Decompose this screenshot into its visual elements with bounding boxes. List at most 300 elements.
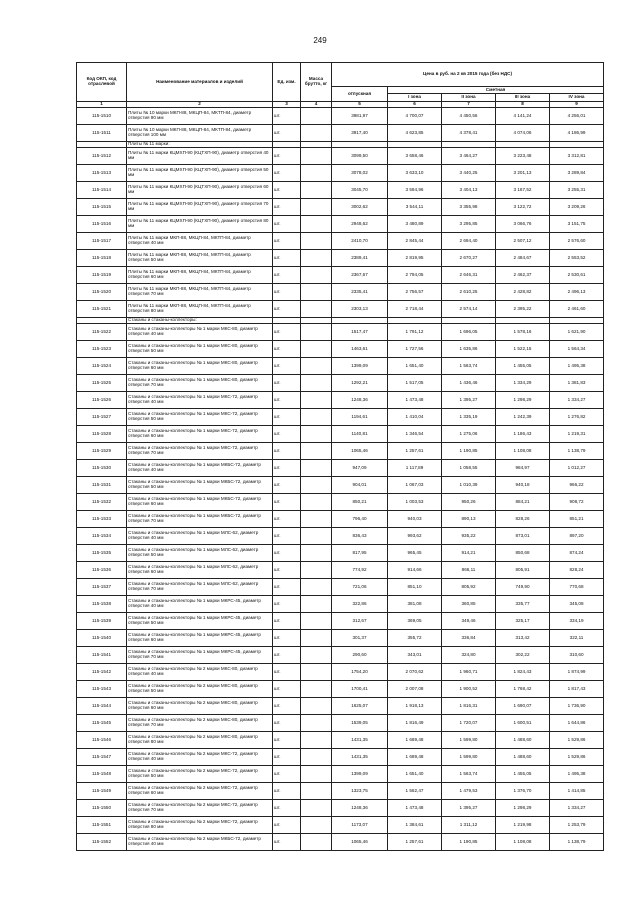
- item-code: 115-1551: [77, 817, 127, 834]
- zone-1-price: 1 257,61: [388, 834, 442, 851]
- item-code: 115-1547: [77, 749, 127, 766]
- release-price: 1700,41: [332, 681, 388, 698]
- item-mass: [301, 108, 332, 125]
- release-price: 836,43: [332, 528, 388, 545]
- release-price: 904,01: [332, 477, 388, 494]
- item-mass: [301, 800, 332, 817]
- item-name: Стаканы и стаканы-коллекторы № 1 марки МКРС-45, диаметр отверстия 60 мм: [127, 630, 273, 647]
- item-name: Стаканы и стаканы-коллекторы № 1 марки МКРС-45, диаметр отверстия 50 мм: [127, 613, 273, 630]
- zone-3-price: 1 488,60: [496, 732, 550, 749]
- table-row: [77, 766, 604, 783]
- item-unit: шт.: [273, 545, 301, 562]
- item-name: Плиты № 11 марки МКП-88, МКЦП-84, МКТП-84, диаметр отверстия 40 мм: [127, 233, 273, 250]
- item-name: Стаканы и стаканы-коллекторы № 2 марки МКС-80, диаметр отверстия 70 мм: [127, 715, 273, 732]
- zone-3-price: 2 395,22: [496, 301, 550, 318]
- item-code: 115-1525: [77, 375, 127, 392]
- header-unit: Ед. изм.: [273, 63, 301, 102]
- item-unit: шт.: [273, 494, 301, 511]
- item-unit: шт.: [273, 664, 301, 681]
- zone-1-price: 1 651,40: [388, 766, 442, 783]
- item-mass: [301, 817, 332, 834]
- zone-2-price: 2 694,40: [442, 233, 496, 250]
- table-row: [77, 613, 604, 630]
- item-code: 115-1534: [77, 528, 127, 545]
- zone-4-price: 966,22: [550, 477, 604, 494]
- column-number: 8: [496, 102, 550, 108]
- zone-4-price: 1 253,79: [550, 817, 604, 834]
- table-row: [77, 426, 604, 443]
- item-code: 115-1515: [77, 199, 127, 216]
- table-row: [77, 324, 604, 341]
- item-mass: [301, 199, 332, 216]
- release-price: 774,92: [332, 562, 388, 579]
- zone-4-price: 1 012,27: [550, 460, 604, 477]
- item-code: 115-1510: [77, 108, 127, 125]
- zone-1-price: 1 562,47: [388, 783, 442, 800]
- table-row: [77, 579, 604, 596]
- zone-4-price: 1 276,82: [550, 409, 604, 426]
- item-unit: шт.: [273, 732, 301, 749]
- zone-2-price: 2 610,25: [442, 284, 496, 301]
- zone-4-price: 897,20: [550, 528, 604, 545]
- item-unit: шт.: [273, 301, 301, 318]
- table-row: [77, 375, 604, 392]
- release-price: 1065,46: [332, 443, 388, 460]
- zone-2-price: 1 479,53: [442, 783, 496, 800]
- table-row: [77, 647, 604, 664]
- item-name: Стаканы и стаканы-коллекторы № 2 марки МКС-80, диаметр отверстия 40 мм: [127, 664, 273, 681]
- release-price: 2389,41: [332, 250, 388, 267]
- item-name: Стаканы и стаканы-коллекторы № 1 марки МКС-72, диаметр отверстия 40 мм: [127, 392, 273, 409]
- item-unit: шт.: [273, 392, 301, 409]
- zone-4-price: 1 138,79: [550, 443, 604, 460]
- zone-1-price: 914,66: [388, 562, 442, 579]
- zone-2-price: 1 563,74: [442, 358, 496, 375]
- item-code: 115-1514: [77, 182, 127, 199]
- zone-4-price: 828,24: [550, 562, 604, 579]
- zone-3-price: 3 066,76: [496, 216, 550, 233]
- zone-4-price: 334,19: [550, 613, 604, 630]
- release-price: 817,95: [332, 545, 388, 562]
- item-name: Стаканы и стаканы-коллекторы № 1 марки МЛС-62, диаметр отверстия 60 мм: [127, 562, 273, 579]
- column-number: 7: [442, 102, 496, 108]
- item-code: 115-1552: [77, 834, 127, 851]
- item-mass: [301, 426, 332, 443]
- zone-2-price: 4 378,41: [442, 125, 496, 142]
- zone-3-price: 3 201,13: [496, 165, 550, 182]
- zone-1-price: 4 623,85: [388, 125, 442, 142]
- zone-2-price: 360,85: [442, 596, 496, 613]
- release-price: 947,09: [332, 460, 388, 477]
- item-unit: шт.: [273, 562, 301, 579]
- column-number: 5: [332, 102, 388, 108]
- zone-1-price: 3 544,11: [388, 199, 442, 216]
- zone-3-price: 1 242,39: [496, 409, 550, 426]
- table-row: [77, 698, 604, 715]
- item-unit: шт.: [273, 528, 301, 545]
- zone-4-price: 2 553,52: [550, 250, 604, 267]
- zone-2-price: 1 696,05: [442, 324, 496, 341]
- column-number: 4: [301, 102, 332, 108]
- zone-2-price: 1 599,80: [442, 749, 496, 766]
- item-code: 115-1524: [77, 358, 127, 375]
- release-price: 3078,02: [332, 165, 388, 182]
- table-row: [77, 749, 604, 766]
- zone-4-price: 2 461,60: [550, 301, 604, 318]
- item-code: 115-1511: [77, 125, 127, 142]
- zone-3-price: 3 167,52: [496, 182, 550, 199]
- zone-4-price: 2 576,60: [550, 233, 604, 250]
- item-code: 115-1516: [77, 216, 127, 233]
- zone-4-price: 3 151,75: [550, 216, 604, 233]
- table-row: [77, 817, 604, 834]
- release-price: 1463,61: [332, 341, 388, 358]
- table-row: [77, 477, 604, 494]
- release-price: 2303,13: [332, 301, 388, 318]
- item-mass: [301, 681, 332, 698]
- zone-2-price: 935,22: [442, 528, 496, 545]
- zone-2-price: 1 058,55: [442, 460, 496, 477]
- zone-1-price: 3 594,96: [388, 182, 442, 199]
- table-header: [77, 63, 604, 108]
- zone-1-price: 1 517,05: [388, 375, 442, 392]
- zone-3-price: 1 334,29: [496, 375, 550, 392]
- zone-3-price: 884,21: [496, 494, 550, 511]
- zone-3-price: 1 578,16: [496, 324, 550, 341]
- zone-2-price: 950,26: [442, 494, 496, 511]
- zone-2-price: 1 900,52: [442, 681, 496, 698]
- item-mass: [301, 341, 332, 358]
- item-mass: [301, 596, 332, 613]
- item-code: 115-1512: [77, 148, 127, 165]
- zone-4-price: 1 529,86: [550, 749, 604, 766]
- header-zone-2: II зона: [442, 94, 496, 102]
- table-row: [77, 199, 604, 216]
- zone-4-price: 4 256,01: [550, 108, 604, 125]
- zone-2-price: 324,80: [442, 647, 496, 664]
- zone-2-price: 2 670,27: [442, 250, 496, 267]
- item-code: 115-1531: [77, 477, 127, 494]
- release-price: 1431,35: [332, 749, 388, 766]
- zone-2-price: 2 574,14: [442, 301, 496, 318]
- header-price-group: Цена в руб. на 2 кв 2015 года (без НДС): [332, 63, 604, 87]
- zone-4-price: 1 495,38: [550, 766, 604, 783]
- item-mass: [301, 766, 332, 783]
- item-mass: [301, 613, 332, 630]
- release-price: 2948,62: [332, 216, 388, 233]
- zone-3-price: 1 690,07: [496, 698, 550, 715]
- item-mass: [301, 409, 332, 426]
- item-name: Стаканы и стаканы-коллекторы № 2 марки МКС-72, диаметр отверстия 70 мм: [127, 800, 273, 817]
- release-price: 290,60: [332, 647, 388, 664]
- item-mass: [301, 664, 332, 681]
- item-unit: шт.: [273, 647, 301, 664]
- item-name: Плиты № 11 марки КЦМХП-90 (КЦТХП-90), диаметр отверстия 50 мм: [127, 165, 273, 182]
- item-name: Стаканы и стаканы-коллекторы № 2 марки МКС-72, диаметр отверстия 80 мм: [127, 817, 273, 834]
- item-name: Стаканы и стаканы-коллекторы № 1 марки МКБС-72, диаметр отверстия 70 мм: [127, 511, 273, 528]
- header-release-price: отпускная: [332, 87, 388, 102]
- zone-4-price: 1 736,90: [550, 698, 604, 715]
- table-row: [77, 108, 604, 125]
- item-code: 115-1537: [77, 579, 127, 596]
- zone-1-price: 2 794,05: [388, 267, 442, 284]
- item-name: Стаканы и стаканы-коллекторы № 1 марки МКБС-72, диаметр отверстия 60 мм: [127, 494, 273, 511]
- table-row: [77, 562, 604, 579]
- item-unit: шт.: [273, 579, 301, 596]
- zone-2-price: 1 190,85: [442, 834, 496, 851]
- column-number: 6: [388, 102, 442, 108]
- item-name: Стаканы и стаканы-коллекторы № 2 марки МКС-72, диаметр отверстия 40 мм: [127, 749, 273, 766]
- zone-4-price: 1 621,90: [550, 324, 604, 341]
- item-name: Плиты № 11 марки МКП-88, МКЦП-84, МКТП-84, диаметр отверстия 50 мм: [127, 250, 273, 267]
- item-unit: шт.: [273, 630, 301, 647]
- item-code: 115-1542: [77, 664, 127, 681]
- item-code: 115-1532: [77, 494, 127, 511]
- table-row: [77, 267, 604, 284]
- zone-1-price: 1 473,48: [388, 392, 442, 409]
- item-name: Стаканы и стаканы-коллекторы № 1 марки МКС-80, диаметр отверстия 50 мм: [127, 341, 273, 358]
- table-row: [77, 528, 604, 545]
- zone-3-price: 325,17: [496, 613, 550, 630]
- zone-4-price: 2 496,13: [550, 284, 604, 301]
- zone-4-price: 1 874,99: [550, 664, 604, 681]
- item-unit: шт.: [273, 375, 301, 392]
- item-mass: [301, 647, 332, 664]
- release-price: 312,67: [332, 613, 388, 630]
- zone-1-price: 381,08: [388, 596, 442, 613]
- header-mass: Масса брутто, кг: [301, 63, 332, 102]
- table-row: [77, 409, 604, 426]
- zone-1-price: 2 756,57: [388, 284, 442, 301]
- item-unit: шт.: [273, 324, 301, 341]
- zone-2-price: 1 436,46: [442, 375, 496, 392]
- zone-4-price: 3 312,81: [550, 148, 604, 165]
- table-row: [77, 125, 604, 142]
- item-unit: шт.: [273, 341, 301, 358]
- table-row: [77, 800, 604, 817]
- zone-3-price: 1 219,98: [496, 817, 550, 834]
- item-name: Стаканы и стаканы-коллекторы № 1 марки МЛС-62, диаметр отверстия 40 мм: [127, 528, 273, 545]
- zone-1-price: 1 473,48: [388, 800, 442, 817]
- group-heading: Плиты № 11 марки:: [127, 142, 273, 148]
- item-mass: [301, 834, 332, 851]
- release-price: 796,40: [332, 511, 388, 528]
- item-name: Стаканы и стаканы-коллекторы № 1 марки МКБС-72, диаметр отверстия 40 мм: [127, 460, 273, 477]
- table-row: [77, 545, 604, 562]
- zone-3-price: 1 108,08: [496, 443, 550, 460]
- item-mass: [301, 477, 332, 494]
- table-row: [77, 732, 604, 749]
- item-name: Стаканы и стаканы-коллекторы № 1 марки МЛС-62, диаметр отверстия 50 мм: [127, 545, 273, 562]
- item-name: Стаканы и стаканы-коллекторы № 1 марки МКБС-72, диаметр отверстия 50 мм: [127, 477, 273, 494]
- zone-4-price: 1 138,79: [550, 834, 604, 851]
- release-price: 1140,81: [332, 426, 388, 443]
- table-row: [77, 182, 604, 199]
- item-code: 115-1550: [77, 800, 127, 817]
- item-mass: [301, 233, 332, 250]
- zone-1-price: 1 346,54: [388, 426, 442, 443]
- item-unit: шт.: [273, 216, 301, 233]
- table-row: [77, 341, 604, 358]
- item-name: Стаканы и стаканы-коллекторы № 2 марки МКС-80, диаметр отверстия 80 мм: [127, 732, 273, 749]
- zone-3-price: 805,91: [496, 562, 550, 579]
- zone-3-price: 1 455,05: [496, 766, 550, 783]
- item-code: 115-1539: [77, 613, 127, 630]
- zone-2-price: 3 404,13: [442, 182, 496, 199]
- zone-4-price: 4 186,99: [550, 125, 604, 142]
- zone-3-price: 4 141,24: [496, 108, 550, 125]
- zone-3-price: 302,22: [496, 647, 550, 664]
- table-row: [77, 834, 604, 851]
- zone-2-price: 1 960,71: [442, 664, 496, 681]
- item-mass: [301, 749, 332, 766]
- item-code: 115-1543: [77, 681, 127, 698]
- item-mass: [301, 443, 332, 460]
- zone-2-price: 1 335,19: [442, 409, 496, 426]
- table-row: [77, 216, 604, 233]
- table-row: [77, 681, 604, 698]
- item-code: 115-1526: [77, 392, 127, 409]
- zone-2-price: 1 010,39: [442, 477, 496, 494]
- zone-4-price: 3 255,31: [550, 182, 604, 199]
- zone-3-price: 335,77: [496, 596, 550, 613]
- item-name: Плиты № 11 марки КЦМХП-90 (КЦТХП-90), диаметр отверстия 60 мм: [127, 182, 273, 199]
- item-mass: [301, 284, 332, 301]
- zone-1-price: 4 700,07: [388, 108, 442, 125]
- table-row: [77, 165, 604, 182]
- zone-2-price: 1 395,27: [442, 800, 496, 817]
- item-mass: [301, 250, 332, 267]
- zone-4-price: 3 209,26: [550, 199, 604, 216]
- item-mass: [301, 375, 332, 392]
- release-price: 1539,05: [332, 715, 388, 732]
- item-unit: шт.: [273, 443, 301, 460]
- item-code: 115-1530: [77, 460, 127, 477]
- item-name: Стаканы и стаканы-коллекторы № 2 марки МКС-80, диаметр отверстия 50 мм: [127, 681, 273, 698]
- item-mass: [301, 358, 332, 375]
- zone-1-price: 965,45: [388, 545, 442, 562]
- zone-3-price: 2 462,37: [496, 267, 550, 284]
- release-price: 1399,09: [332, 766, 388, 783]
- table-row: [77, 715, 604, 732]
- item-mass: [301, 511, 332, 528]
- item-unit: шт.: [273, 800, 301, 817]
- item-mass: [301, 528, 332, 545]
- zone-1-price: 1 384,61: [388, 817, 442, 834]
- zone-1-price: 2 819,95: [388, 250, 442, 267]
- zone-1-price: 1 257,61: [388, 443, 442, 460]
- item-mass: [301, 494, 332, 511]
- zone-1-price: 3 480,89: [388, 216, 442, 233]
- item-name: Стаканы и стаканы-коллекторы № 1 марки МКС-80, диаметр отверстия 60 мм: [127, 358, 273, 375]
- release-price: 3002,62: [332, 199, 388, 216]
- table-row: [77, 630, 604, 647]
- item-code: 115-1513: [77, 165, 127, 182]
- header-zone-4: IV зона: [550, 94, 604, 102]
- header-code: Код ОКП, код отраслевой: [77, 63, 127, 102]
- item-code: 115-1536: [77, 562, 127, 579]
- release-price: 1065,46: [332, 834, 388, 851]
- zone-3-price: 1 298,29: [496, 392, 550, 409]
- release-price: 2410,70: [332, 233, 388, 250]
- zone-2-price: 349,46: [442, 613, 496, 630]
- zone-3-price: 828,26: [496, 511, 550, 528]
- item-name: Стаканы и стаканы-коллекторы № 1 марки МКС-72, диаметр отверстия 70 мм: [127, 443, 273, 460]
- release-price: 1517,47: [332, 324, 388, 341]
- zone-3-price: 1 186,43: [496, 426, 550, 443]
- item-code: 115-1527: [77, 409, 127, 426]
- item-unit: шт.: [273, 250, 301, 267]
- zone-2-price: 890,13: [442, 511, 496, 528]
- item-code: 115-1538: [77, 596, 127, 613]
- zone-3-price: 940,18: [496, 477, 550, 494]
- zone-1-price: 993,62: [388, 528, 442, 545]
- release-price: 1625,07: [332, 698, 388, 715]
- release-price: 1248,36: [332, 392, 388, 409]
- release-price: 1292,21: [332, 375, 388, 392]
- item-code: 115-1519: [77, 267, 127, 284]
- item-name: Плиты № 11 марки МКП-88, МКЦП-84, МКТП-84, диаметр отверстия 70 мм: [127, 284, 273, 301]
- zone-1-price: 2 070,62: [388, 664, 442, 681]
- item-mass: [301, 324, 332, 341]
- release-price: 2335,41: [332, 284, 388, 301]
- zone-4-price: 770,68: [550, 579, 604, 596]
- zone-1-price: 1 410,04: [388, 409, 442, 426]
- zone-4-price: 1 644,86: [550, 715, 604, 732]
- item-mass: [301, 732, 332, 749]
- zone-3-price: 1 600,51: [496, 715, 550, 732]
- header-zone-1: I зона: [388, 94, 442, 102]
- release-price: 1248,36: [332, 800, 388, 817]
- zone-3-price: 1 298,29: [496, 800, 550, 817]
- zone-3-price: 1 108,08: [496, 834, 550, 851]
- release-price: 1194,61: [332, 409, 388, 426]
- item-code: 115-1522: [77, 324, 127, 341]
- item-mass: [301, 301, 332, 318]
- item-name: Стаканы и стаканы-коллекторы № 2 марки МКС-72, диаметр отверстия 50 мм: [127, 766, 273, 783]
- zone-2-price: 3 355,98: [442, 199, 496, 216]
- zone-2-price: 1 311,12: [442, 817, 496, 834]
- zone-4-price: 2 530,61: [550, 267, 604, 284]
- release-price: 3045,70: [332, 182, 388, 199]
- release-price: 1399,09: [332, 358, 388, 375]
- release-price: 850,21: [332, 494, 388, 511]
- item-mass: [301, 545, 332, 562]
- zone-1-price: 369,05: [388, 613, 442, 630]
- item-code: 115-1528: [77, 426, 127, 443]
- item-code: 115-1544: [77, 698, 127, 715]
- table-row: [77, 284, 604, 301]
- item-name: Плиты № 11 марки МКП-88, МКЦП-84, МКТП-84, диаметр отверстия 80 мм: [127, 301, 273, 318]
- zone-2-price: 1 190,85: [442, 443, 496, 460]
- zone-1-price: 2 007,08: [388, 681, 442, 698]
- table-row: [77, 233, 604, 250]
- zone-1-price: 3 633,10: [388, 165, 442, 182]
- zone-4-price: 310,60: [550, 647, 604, 664]
- table-row: [77, 460, 604, 477]
- item-unit: шт.: [273, 358, 301, 375]
- zone-3-price: 873,01: [496, 528, 550, 545]
- zone-1-price: 1 918,13: [388, 698, 442, 715]
- item-unit: шт.: [273, 233, 301, 250]
- zone-3-price: 313,42: [496, 630, 550, 647]
- price-table: [76, 62, 604, 851]
- table-row: [77, 301, 604, 318]
- column-number: 1: [77, 102, 127, 108]
- item-mass: [301, 579, 332, 596]
- item-mass: [301, 392, 332, 409]
- item-unit: шт.: [273, 182, 301, 199]
